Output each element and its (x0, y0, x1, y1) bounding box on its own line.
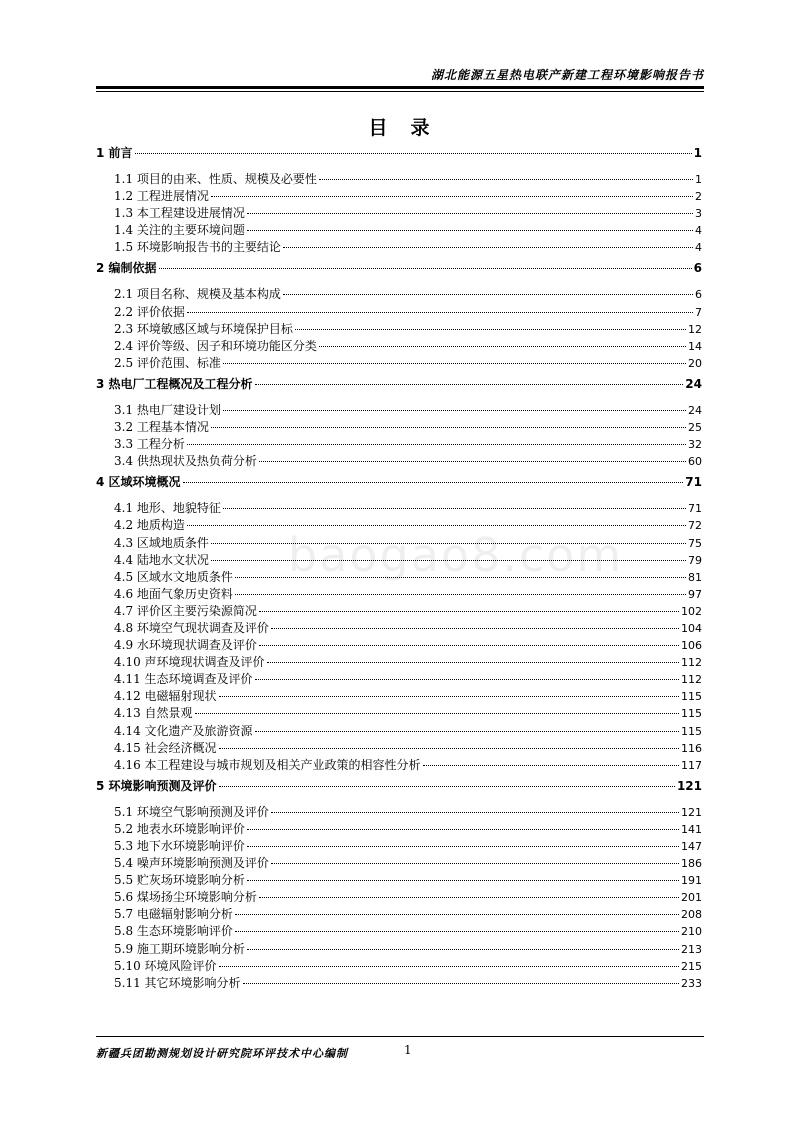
toc-entry[interactable] (96, 905, 702, 922)
toc-entry-label: 4.16 本工程建设与城市规划及相关产业政策的相容性分析 (114, 757, 421, 772)
toc-chapter-label: 3 热电厂工程概况及工程分析 (96, 376, 253, 391)
toc-entry[interactable] (96, 204, 702, 221)
toc-entry-label: 1.4 关注的主要环境问题 (114, 223, 245, 238)
toc-entry-page-number: 3 (695, 207, 702, 221)
toc-entry-label: 3.4 供热现状及热负荷分析 (114, 454, 257, 469)
toc-entry-label: 4.1 地形、地貌特征 (114, 501, 221, 516)
toc-entry-page-number: 102 (681, 604, 702, 618)
toc-entry[interactable] (96, 401, 702, 418)
toc-chapter[interactable] (96, 259, 702, 277)
toc-entry-page-number: 104 (681, 621, 702, 635)
toc-entry-label: 4.9 水环境现状调查及评价 (114, 638, 257, 653)
dot-leader (283, 247, 693, 248)
toc-entry-label: 4.10 声环境现状调查及评价 (114, 655, 265, 670)
toc-entry-page-number: 215 (681, 959, 702, 973)
dot-leader (159, 268, 692, 269)
toc-entry-label: 5.11 其它环境影响分析 (114, 975, 241, 990)
toc-entry-page-number: 208 (681, 908, 702, 922)
toc-entry[interactable] (96, 974, 702, 991)
dot-leader (255, 679, 679, 680)
toc-entry-label: 5.3 地下水环境影响评价 (114, 839, 245, 853)
toc-entry[interactable] (96, 170, 702, 187)
dot-leader (219, 696, 679, 697)
toc-entry-page-number: 7 (695, 305, 702, 319)
toc-entry-label: 4.6 地面气象历史资料 (114, 586, 233, 601)
toc-entry-page-number: 71 (688, 502, 702, 516)
toc-entry-page-number: 147 (681, 840, 702, 853)
running-header-title: 湖北能源五星热电联产新建工程环境影响报告书 (430, 68, 704, 82)
toc-entry-label: 5.8 生态环境影响评价 (114, 924, 233, 939)
header-rule (96, 86, 704, 89)
toc-entry-label: 4.8 环境空气现状调查及评价 (114, 620, 269, 635)
table-of-contents (96, 144, 702, 991)
toc-entry-label: 1.3 本工程建设进展情况 (114, 206, 245, 221)
toc-chapter-page-number: 121 (676, 778, 702, 793)
toc-entry-label: 3.3 工程分析 (114, 437, 185, 452)
toc-entry-page-number: 1 (695, 173, 702, 186)
dot-leader (259, 645, 679, 646)
toc-entry[interactable] (96, 888, 702, 905)
toc-entry-label: 2.5 评价范围、标准 (114, 355, 221, 370)
toc-entry-page-number: 6 (695, 288, 702, 302)
dot-leader (295, 329, 686, 330)
toc-entry-page-number: 201 (681, 891, 702, 905)
dot-leader (235, 931, 679, 932)
toc-chapter[interactable] (96, 777, 702, 795)
dot-leader (235, 594, 686, 595)
dot-leader (211, 427, 686, 428)
dot-leader (283, 294, 693, 295)
toc-chapter-label: 4 区域环境概况 (96, 475, 181, 490)
toc-entry-label: 2.3 环境敏感区域与环境保护目标 (114, 321, 293, 336)
dot-leader (259, 461, 686, 462)
toc-entry[interactable] (96, 285, 702, 302)
toc-entry-page-number: 2 (695, 190, 702, 204)
toc-entry-label: 5.6 煤场扬尘环境影响分析 (114, 890, 257, 905)
toc-entry-label: 4.11 生态环境调查及评价 (114, 672, 253, 687)
toc-chapter-page-number: 6 (693, 261, 702, 276)
toc-entry-label: 3.1 热电厂建设计划 (114, 402, 221, 417)
toc-entry-page-number: 233 (681, 976, 702, 990)
toc-entry-page-number: 186 (681, 857, 702, 871)
toc-entry-page-number: 75 (688, 536, 702, 550)
toc-entry[interactable] (96, 303, 702, 320)
dot-leader (219, 966, 679, 967)
toc-entry[interactable] (96, 238, 702, 255)
toc-chapter[interactable] (96, 375, 702, 393)
header-rule-thin (96, 91, 704, 92)
toc-entry-label: 4.5 区域水文地质条件 (114, 569, 233, 584)
toc-chapter-page-number: 71 (685, 475, 702, 490)
toc-entry-page-number: 25 (688, 421, 702, 435)
toc-entry[interactable] (96, 854, 702, 871)
dot-leader (247, 846, 679, 847)
toc-entry-label: 5.1 环境空气影响预测及评价 (114, 804, 269, 819)
toc-entry[interactable] (96, 551, 702, 568)
dot-leader (247, 949, 679, 950)
toc-entry-label: 1.2 工程进展情况 (114, 189, 209, 204)
toc-entry[interactable] (96, 516, 702, 533)
toc-entry[interactable] (96, 602, 702, 619)
dot-leader (271, 863, 679, 864)
dot-leader (247, 829, 679, 830)
toc-chapter[interactable] (96, 473, 702, 491)
toc-entry-label: 4.15 社会经济概况 (114, 740, 217, 755)
toc-entry-page-number: 112 (681, 673, 702, 687)
toc-entry-page-number: 81 (688, 570, 702, 584)
toc-entry-label: 4.7 评价区主要污染源简况 (114, 603, 257, 618)
toc-entry-label: 4.12 电磁辐射现状 (114, 689, 217, 704)
dot-leader (235, 914, 679, 915)
dot-leader (187, 525, 686, 526)
toc-entry-label: 2.4 评价等级、因子和环境功能区分类 (114, 338, 317, 353)
toc-entry-page-number: 97 (688, 587, 702, 601)
footer-rule (96, 1036, 704, 1037)
toc-entry-page-number: 112 (681, 656, 702, 670)
toc-entry[interactable] (96, 722, 702, 739)
dot-leader (223, 508, 686, 509)
dot-leader (271, 628, 679, 629)
dot-leader (219, 748, 679, 749)
dot-leader (247, 213, 693, 214)
dot-leader (259, 897, 679, 898)
toc-entry[interactable] (96, 418, 702, 435)
dot-leader (195, 713, 679, 714)
toc-entry-label: 1.5 环境影响报告书的主要结论 (114, 240, 281, 255)
toc-entry[interactable] (96, 354, 702, 371)
footer-page-number: 1 (404, 1043, 412, 1057)
toc-entry[interactable] (96, 619, 702, 636)
toc-entry-label: 4.2 地质构造 (114, 518, 185, 533)
toc-entry-page-number: 115 (681, 707, 702, 721)
toc-entry-page-number: 121 (681, 805, 702, 819)
toc-entry[interactable] (96, 803, 702, 820)
dot-leader (223, 363, 686, 364)
toc-entry[interactable] (96, 534, 702, 551)
toc-entry[interactable] (96, 221, 702, 238)
toc-entry-label: 5.7 电磁辐射影响分析 (114, 907, 233, 922)
toc-entry[interactable] (96, 499, 702, 516)
toc-entry-label: 5.9 施工期环境影响分析 (114, 941, 245, 956)
toc-entry[interactable] (96, 687, 702, 704)
watermark: baogao8.com (288, 528, 624, 582)
toc-chapter[interactable] (96, 144, 702, 162)
toc-entry[interactable] (96, 435, 702, 452)
toc-entry-label: 5.10 环境风险评价 (114, 958, 217, 973)
toc-entry-page-number: 20 (688, 356, 702, 370)
toc-entry-label: 2.1 项目名称、规模及基本构成 (114, 287, 281, 302)
toc-entry-label: 4.13 自然景观 (114, 706, 193, 721)
dot-leader (223, 410, 686, 411)
toc-entry[interactable] (96, 568, 702, 585)
toc-chapter-page-number: 24 (685, 376, 702, 391)
toc-entry[interactable] (96, 704, 702, 721)
dot-leader (211, 560, 686, 561)
toc-chapter-label: 5 环境影响预测及评价 (96, 778, 217, 793)
dot-leader (235, 577, 686, 578)
dot-leader (211, 196, 693, 197)
toc-entry-page-number: 106 (681, 639, 702, 653)
toc-entry[interactable] (96, 871, 702, 888)
toc-entry-label: 1.1 项目的由来、性质、规模及必要性 (114, 172, 317, 186)
toc-entry-page-number: 115 (681, 690, 702, 704)
toc-entry[interactable] (96, 756, 702, 773)
dot-leader (267, 662, 679, 663)
toc-entry-page-number: 12 (688, 322, 702, 336)
toc-chapter-label: 1 前言 (96, 146, 133, 160)
dot-leader (319, 346, 686, 347)
dot-leader (259, 611, 679, 612)
toc-entry-page-number: 14 (688, 339, 702, 353)
dot-leader (243, 983, 679, 984)
toc-entry[interactable] (96, 670, 702, 687)
toc-entry[interactable] (96, 452, 702, 469)
toc-entry-page-number: 24 (688, 403, 702, 417)
toc-entry[interactable] (96, 585, 702, 602)
dot-leader (247, 230, 693, 231)
toc-entry[interactable] (96, 739, 702, 756)
toc-entry-page-number: 4 (695, 224, 702, 238)
dot-leader (319, 179, 693, 180)
dot-leader (271, 812, 679, 813)
toc-entry[interactable] (96, 957, 702, 974)
toc-entry-page-number: 60 (688, 455, 702, 469)
dot-leader (183, 482, 684, 483)
toc-entry-label: 4.3 区域地质条件 (114, 535, 209, 550)
dot-leader (255, 384, 684, 385)
toc-entry-page-number: 210 (681, 925, 702, 939)
toc-entry-page-number: 79 (688, 553, 702, 567)
toc-entry-page-number: 32 (688, 438, 702, 452)
dot-leader (187, 444, 686, 445)
toc-entry[interactable] (96, 337, 702, 354)
toc-entry-page-number: 72 (688, 519, 702, 533)
dot-leader (211, 543, 686, 544)
dot-leader (187, 312, 693, 313)
toc-entry-label: 5.2 地表水环境影响评价 (114, 821, 245, 836)
toc-entry[interactable] (96, 820, 702, 837)
dot-leader (423, 765, 679, 766)
toc-entry[interactable] (96, 940, 702, 957)
toc-entry[interactable] (96, 636, 702, 653)
toc-chapter-page-number: 1 (693, 146, 702, 160)
footer-organization: 新疆兵团勘测规划设计研究院环评技术中心编制 (96, 1047, 348, 1060)
toc-chapter-label: 2 编制依据 (96, 261, 157, 276)
toc-entry-page-number: 115 (681, 724, 702, 738)
toc-entry[interactable] (96, 922, 702, 939)
toc-entry-label: 5.5 贮灰场环境影响分析 (114, 873, 245, 888)
toc-entry[interactable] (96, 653, 702, 670)
toc-entry-page-number: 117 (681, 758, 702, 772)
toc-entry-page-number: 4 (695, 241, 702, 255)
toc-entry-page-number: 191 (681, 874, 702, 888)
toc-entry-page-number: 213 (681, 942, 702, 956)
toc-entry-label: 2.2 评价依据 (114, 304, 185, 319)
toc-entry-label: 3.2 工程基本情况 (114, 420, 209, 435)
toc-entry-label: 4.4 陆地水文状况 (114, 552, 209, 567)
toc-entry-page-number: 141 (681, 822, 702, 836)
toc-entry-label: 5.4 噪声环境影响预测及评价 (114, 856, 269, 871)
document-title: 目 录 (368, 117, 432, 139)
toc-entry-page-number: 116 (681, 741, 702, 755)
toc-entry-label: 4.14 文化遗产及旅游资源 (114, 723, 253, 738)
dot-leader (247, 880, 679, 881)
toc-entry[interactable] (96, 837, 702, 854)
dot-leader (135, 153, 692, 154)
toc-entry[interactable] (96, 187, 702, 204)
toc-entry[interactable] (96, 320, 702, 337)
dot-leader (255, 731, 679, 732)
dot-leader (219, 786, 675, 787)
